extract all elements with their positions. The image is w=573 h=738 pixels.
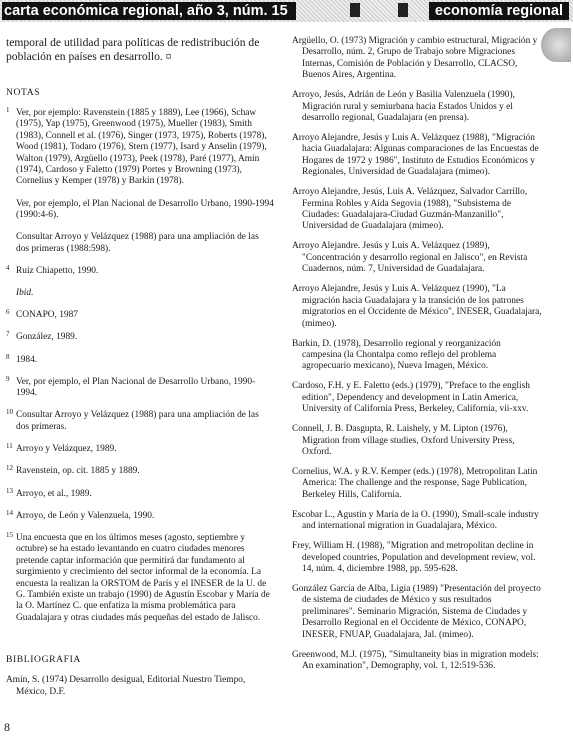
bibliography-entry: Frey, William H. (1988), "Migration and metropolitan decline in developed countries, Population and development review, vol. 14, núm. 4, diciembre 1988, pp. 595-628.	[292, 541, 536, 574]
right-column	[292, 36, 542, 681]
footnote: 7 González, 1989.	[6, 330, 78, 343]
journal-title: carta económica regional, año 3, núm. 15	[2, 2, 296, 20]
footnote: Ver, por ejemplo, el Plan Nacional de Desarrollo Urbano, 1990-1994 (1990:4-6).	[16, 198, 274, 221]
footnote: 12 Ravenstein, op. cit. 1885 y 1889.	[6, 464, 140, 477]
bibliography-entry: Amín, S. (1974) Desarrollo desigual, Editorial Nuestro Tiempo, México, D.F.	[6, 675, 246, 697]
bibliography-entry: Cornelius, W.A. y R.V. Kemper (eds.) (1978), Metropolitan Latin America: The challenge and the response, Sage Publication, Berkeley Hills, California.	[292, 466, 538, 500]
footnote: 14 Arroyo, de León y Valenzuela, 1990.	[6, 508, 155, 521]
header-ornament	[350, 3, 360, 17]
bibliography-entry: Arroyo Alejandre, Jesús y Luis A. Velázquez (1988), "Migración hacia Guadalajara: Algunas comparaciones de las Encuestas de Hogares de 1972 y 1986", Instituto de Estudios Económicos y Regionales, Universidad de Guadalajara (mimeo).	[292, 133, 539, 178]
bibliography-entry: Greenwood, M.J. (1975), "Simultaneity bias in migration models: An examination", Demography, vol. 1, 12:519-536.	[292, 649, 539, 671]
section-title: economía regional	[429, 2, 569, 20]
page-header	[0, 0, 573, 22]
bibliography-entry: Arroyo, Jesús, Adrián de León y Basilia Valenzuela (1990), Migración rural y semiurbana hacia Estados Unidos y el desarrollo regional, Guadalajara (en prensa).	[292, 90, 515, 124]
bibliography-entry: Argüello, O. (1973) Migración y cambio estructural, Migración y Desarrollo, núm. 2, Grupo de Trabajo sobre Migraciones Internas, Comisión de Población y Desarrollo, CLACSO, Buenos Aires, Argentina.	[292, 36, 538, 81]
notes-heading: NOTAS	[6, 87, 41, 98]
bibliography-entry: Escobar L., Agustín y María de la O. (1990), Small-scale industry and international migration in Guadalajara, México.	[292, 509, 539, 532]
left-column	[6, 36, 274, 707]
footnote: 9 Ver, por ejemplo, el Plan Nacional de Desarrollo Urbano, 1990-1994.	[6, 374, 256, 399]
footnote: 15 Una encuesta que en los últimos meses (agosto, septiembre y octubre) se ha estado levantando en cuatro ciudades menores pretende captar información que permitirá dar fundamento al surgimiento y crecimiento del sector informal de la economía. La encuesta la realizan la ORSTOM de París y el INESER de la U. de G. También existe un trabajo (1990) de Agustín Escobar y María de la O. Martínez C. que enfatiza la misma problemática para Guadalajara y otras ciudades más pequeñas del estado de Jalisco.	[6, 530, 270, 623]
bibliography-entry: González García de Alba, Ligia (1989) "Presentación del proyecto de sistema de ciudades de México y sus resultados preliminares". Seminario Migración, Sistema de Ciudades y Desarrollo Regional en el Occidente de México, CONAPO, INESER, FNUAP, Guadalajara, Jal. (mimeo).	[292, 583, 541, 640]
header-ornament	[398, 3, 408, 17]
footnote: 13 Arroyo, et al., 1989.	[6, 486, 92, 499]
footnote: Consultar Arroyo y Velázquez (1988) para una ampliación de las dos primeras (1988:598).	[16, 232, 259, 254]
footnote: 6 CONAPO, 1987	[6, 308, 78, 321]
bibliography-entry: Arroyo Alejandre. Jesús y Luis A. Velázquez (1989), "Concentración y desarrollo regional en Jalisco", en Revista Cuadernos, núm. 7, Universidad de Guadalajara.	[292, 241, 528, 275]
bibliography-entry: Cardoso, F.H. y E. Faletto (eds.) (1979), "Preface to the english edition", Dependency and development in Latin America, University of California Press, Berkeley, California, vii-xxv.	[292, 381, 530, 415]
footnote: Ibid.	[16, 288, 34, 299]
scan-artifact	[541, 28, 571, 62]
bibliography-entry: Barkin, D. (1978), Desarrollo regional y reorganización campesina (la Chontalpa como reflejo del problema agropecuario mexicano), Nueva Imagen, México.	[292, 338, 501, 372]
intro-paragraph: temporal de utilidad para políticas de redistribución de población en países en desarrollo. ¤	[6, 36, 260, 63]
footnote: 4 Ruiz Chiapetto, 1990.	[6, 263, 99, 276]
page-number: 8	[4, 720, 10, 734]
bibliography-heading: BIBLIOGRAFIA	[6, 654, 81, 666]
bibliography-entry: Arroyo Alejandre, Jesús, Luis A. Velázquez, Salvador Carrillo, Fermina Robles y Aída Segovia (1988), "Subsistema de Ciudades: Guadalajara-Ciudad Guzmán-Manzanillo", Universidad de Guadalajara (mimeo).	[292, 187, 528, 232]
bibliography-entry: Arroyo Alejandre, Jesús y Luis A. Velázquez (1990), "La migración hacia Guadalajara y la transición de los patrones migratorios en el Occidente de México", INESER, Guadalajara, (mimeo).	[292, 284, 542, 329]
footnote: 11 Arroyo y Velázquez, 1989.	[6, 442, 117, 455]
footnote: 10 Consultar Arroyo y Velázquez (1988) para una ampliación de las dos primeras.	[6, 408, 259, 432]
footnote: 1 Ver, por ejemplo: Ravenstein (1885 y 1889), Lee (1966), Schaw (1975), Yap (1975), Greenwood (1975), Mueller (1983), Smith (1983), Connell et al. (1976), Singer (1973, 1975), Roberts (1978), Wood (1981), Todaro (1976), Stern (1977), Isard y Anselin (1979), Walton (1979), Argüello (1973), Peek (1978), Paré (1977), Amín (1974), Cardoso y Faletto (1979) Portes y Browning (1973), Cornelius y Kemper (1978) y Barkin (1978).	[6, 106, 267, 187]
bibliography-entry: Connell, J. B. Dasgupta, R. Laishely, y M. Lipton (1976), Migration from village studies, Oxford University Press, Oxford.	[292, 424, 515, 457]
footnote: 8 1984.	[6, 352, 38, 365]
